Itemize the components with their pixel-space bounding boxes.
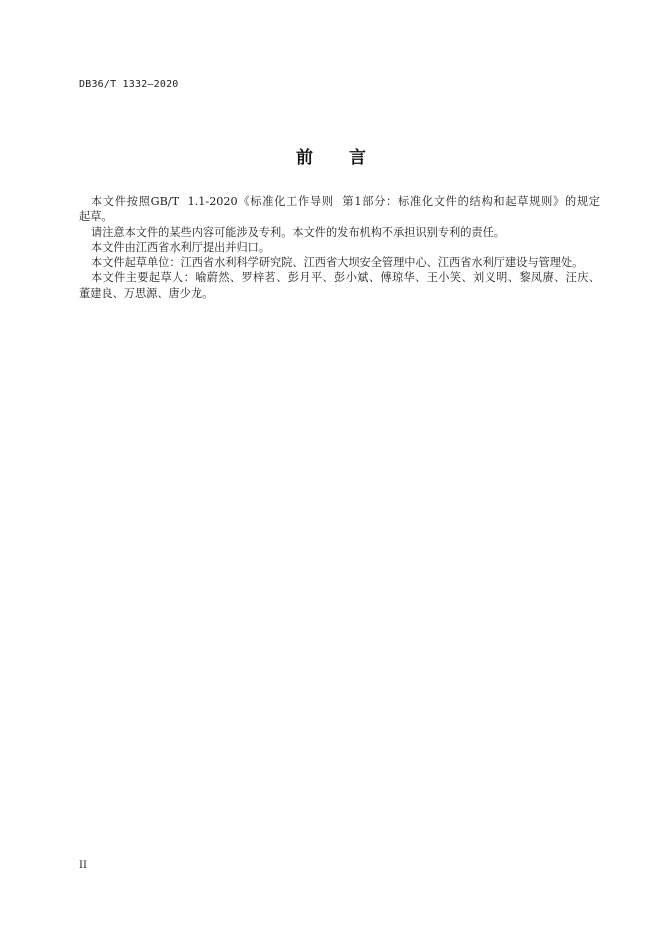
paragraph-drafters xyxy=(79,270,600,301)
paragraph-line: 本文件主要起草人：喻蔚然、罗梓茗、彭月平、彭小斌、傅琼华、王小笑、刘义明、黎凤赓、汪庆、 xyxy=(91,271,600,285)
foreword-body xyxy=(79,194,600,301)
paragraph-proposer xyxy=(79,240,600,255)
paragraph-line: 请注意本文件的某些内容可能涉及专利。本文件的发布机构不承担识别专利的责任。 xyxy=(91,225,505,239)
page-number: II xyxy=(79,860,87,871)
paragraph-line: 本文件起草单位：江西省水利科学研究院、江西省大坝安全管理中心、江西省水利厅建设与管理处。 xyxy=(91,256,584,270)
paragraph-drafting-rules xyxy=(79,194,600,225)
paragraph-line: 本文件由江西省水利厅提出并归口。 xyxy=(91,240,271,254)
paragraph-patent-notice xyxy=(79,225,600,240)
paragraph-drafting-units xyxy=(79,255,600,270)
page-title: 前 言 xyxy=(296,148,366,168)
paragraph-line: 本文件按照GB/T 1.1-2020《标准化工作导则 第1部分：标准化文件的结构和起草规则》的规定 xyxy=(91,195,600,208)
paragraph-line: 董建良、万思源、唐少龙。 xyxy=(79,286,214,300)
paragraph-line: 起草。 xyxy=(79,210,113,224)
document-code: DB36/T 1332—2020 xyxy=(79,79,179,90)
